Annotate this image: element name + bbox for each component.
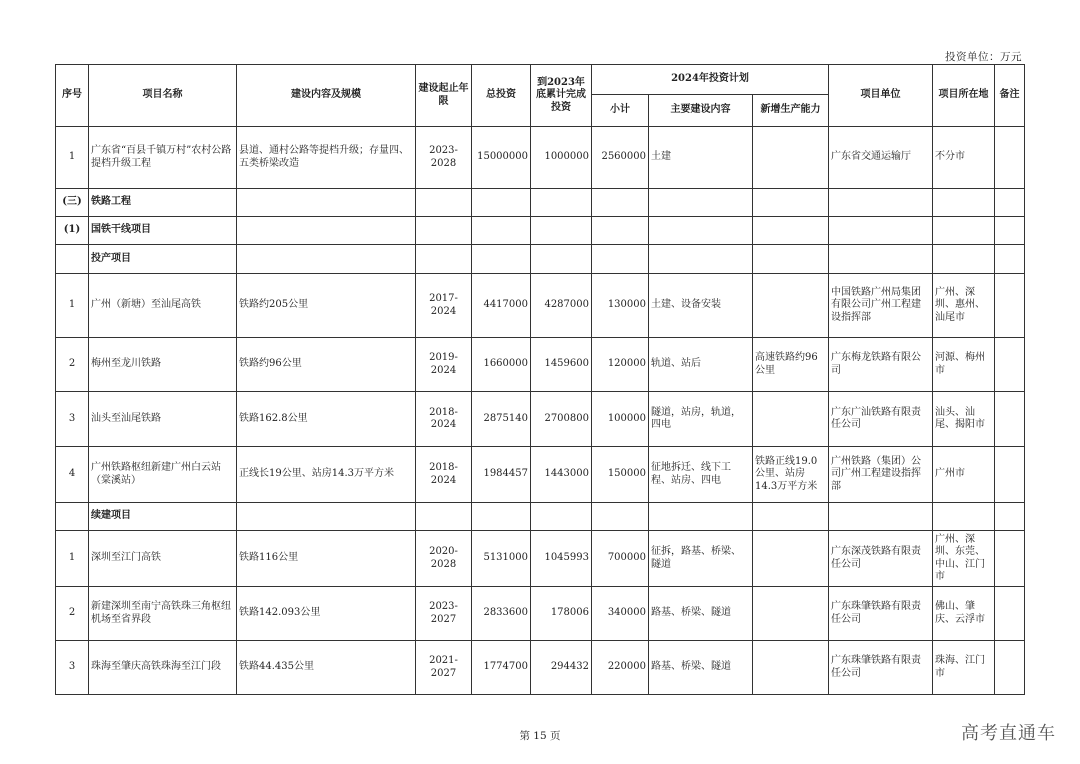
cell-location: 河源、梅州市: [933, 338, 995, 392]
page-number: 第 15 页: [519, 730, 561, 742]
cell-subtotal: 340000: [592, 587, 649, 641]
cell-unit: 广东深茂铁路有限责任公司: [829, 531, 933, 587]
cell-name: 广州（新塘）至汕尾高铁: [89, 274, 237, 338]
cell-unit: 广东珠肇铁路有限责任公司: [829, 641, 933, 695]
section-seq: (三): [56, 189, 89, 217]
cell-remark: [995, 338, 1025, 392]
cell-capacity: [753, 392, 829, 447]
header-plan-2024: 2024年投资计划: [592, 65, 829, 95]
section-label: 国铁干线项目: [89, 217, 237, 245]
header-main-content: 主要建设内容: [649, 95, 753, 127]
cell-subtotal: 2560000: [592, 127, 649, 189]
cell-period: 2019-2024: [416, 338, 472, 392]
section-seq: [56, 245, 89, 274]
cell-content: 铁路约205公里: [237, 274, 416, 338]
table-row: [56, 338, 1025, 392]
cell-location: 汕头、汕尾、揭阳市: [933, 392, 995, 447]
investment-unit-label: 投资单位：万元: [945, 51, 1022, 63]
cell-seq: 4: [56, 447, 89, 503]
cell-seq: 3: [56, 392, 89, 447]
cell-remark: [995, 641, 1025, 695]
header-unit: 项目单位: [829, 65, 933, 127]
cell-subtotal: 120000: [592, 338, 649, 392]
cell-unit: 广东省交通运输厅: [829, 127, 933, 189]
cell-remark: [995, 587, 1025, 641]
cell-name: 广东省“百县千镇万村”农村公路提档升级工程: [89, 127, 237, 189]
cell-capacity: [753, 641, 829, 695]
cell-cumulative: 294432: [531, 641, 592, 695]
cell-main-content: 路基、桥梁、隧道: [649, 587, 753, 641]
cell-name: 汕头至汕尾铁路: [89, 392, 237, 447]
cell-total: 2875140: [472, 392, 531, 447]
cell-period: 2021-2027: [416, 641, 472, 695]
cell-location: 佛山、肇庆、云浮市: [933, 587, 995, 641]
cell-total: 1774700: [472, 641, 531, 695]
cell-seq: 3: [56, 641, 89, 695]
cell-location: 珠海、江门市: [933, 641, 995, 695]
table-row: [56, 447, 1025, 503]
cell-capacity: 铁路正线19.0公里、站房14.3万平方米: [753, 447, 829, 503]
cell-subtotal: 220000: [592, 641, 649, 695]
cell-period: 2023-2028: [416, 127, 472, 189]
watermark: 高考直通车: [961, 723, 1056, 744]
header-period: 建设起止年限: [416, 65, 472, 127]
table-row: [56, 531, 1025, 587]
header-subtotal: 小计: [592, 95, 649, 127]
header-content: 建设内容及规模: [237, 65, 416, 127]
cell-period: 2018-2024: [416, 447, 472, 503]
cell-total: 1984457: [472, 447, 531, 503]
section-row: [56, 189, 1025, 217]
cell-seq: 1: [56, 274, 89, 338]
cell-unit: 广东珠肇铁路有限责任公司: [829, 587, 933, 641]
cell-cumulative: 2700800: [531, 392, 592, 447]
table-row: [56, 127, 1025, 189]
cell-cumulative: 1443000: [531, 447, 592, 503]
cell-name: 深圳至江门高铁: [89, 531, 237, 587]
cell-subtotal: 100000: [592, 392, 649, 447]
cell-total: 5131000: [472, 531, 531, 587]
table-row: [56, 587, 1025, 641]
cell-remark: [995, 531, 1025, 587]
cell-period: 2017-2024: [416, 274, 472, 338]
cell-main-content: 征拆，路基、桥梁、隧道: [649, 531, 753, 587]
cell-name: 珠海至肇庆高铁珠海至江门段: [89, 641, 237, 695]
table-row: [56, 274, 1025, 338]
cell-period: 2020-2028: [416, 531, 472, 587]
cell-main-content: 轨道、站后: [649, 338, 753, 392]
cell-seq: 1: [56, 531, 89, 587]
cell-subtotal: 130000: [592, 274, 649, 338]
cell-main-content: 征地拆迁、线下工程、站房、四电: [649, 447, 753, 503]
cell-cumulative: 178006: [531, 587, 592, 641]
cell-unit: 广东广汕铁路有限责任公司: [829, 392, 933, 447]
cell-capacity: [753, 127, 829, 189]
cell-capacity: [753, 587, 829, 641]
cell-remark: [995, 392, 1025, 447]
cell-period: 2023-2027: [416, 587, 472, 641]
cell-content: 铁路116公里: [237, 531, 416, 587]
table-row: [56, 392, 1025, 447]
section-seq: (1): [56, 217, 89, 245]
cell-content: 铁路44.435公里: [237, 641, 416, 695]
header-total: 总投资: [472, 65, 531, 127]
cell-remark: [995, 447, 1025, 503]
cell-capacity: [753, 531, 829, 587]
cell-main-content: 路基、桥梁、隧道: [649, 641, 753, 695]
cell-seq: 1: [56, 127, 89, 189]
header-capacity: 新增生产能力: [753, 95, 829, 127]
section-label: 续建项目: [89, 503, 237, 531]
cell-total: 2833600: [472, 587, 531, 641]
cell-remark: [995, 274, 1025, 338]
header-name: 项目名称: [89, 65, 237, 127]
cell-total: 4417000: [472, 274, 531, 338]
section-label: 铁路工程: [89, 189, 237, 217]
section-seq: [56, 503, 89, 531]
cell-location: 不分市: [933, 127, 995, 189]
cell-content: 正线长19公里、站房14.3万平方米: [237, 447, 416, 503]
cell-seq: 2: [56, 587, 89, 641]
cell-location: 广州、深圳、东莞、中山、江门市: [933, 531, 995, 587]
cell-total: 1660000: [472, 338, 531, 392]
header-seq: 序号: [56, 65, 89, 127]
cell-content: 铁路162.8公里: [237, 392, 416, 447]
cell-total: 15000000: [472, 127, 531, 189]
investment-plan-table: [55, 64, 1025, 695]
cell-name: 广州铁路枢纽新建广州白云站（棠溪站）: [89, 447, 237, 503]
section-row: [56, 245, 1025, 274]
header-remark: 备注: [995, 65, 1025, 127]
cell-unit: 广州铁路（集团）公司广州工程建设指挥部: [829, 447, 933, 503]
cell-subtotal: 700000: [592, 531, 649, 587]
cell-cumulative: 1045993: [531, 531, 592, 587]
cell-cumulative: 1459600: [531, 338, 592, 392]
cell-name: 新建深圳至南宁高铁珠三角枢纽机场至省界段: [89, 587, 237, 641]
header-location: 项目所在地: [933, 65, 995, 127]
cell-cumulative: 1000000: [531, 127, 592, 189]
table-row: [56, 641, 1025, 695]
cell-capacity: [753, 274, 829, 338]
cell-main-content: 隧道，站房，轨道，四电: [649, 392, 753, 447]
cell-name: 梅州至龙川铁路: [89, 338, 237, 392]
cell-remark: [995, 127, 1025, 189]
section-row: [56, 503, 1025, 531]
cell-content: 县道、通村公路等提档升级；存量四、五类桥梁改造: [237, 127, 416, 189]
cell-content: 铁路142.093公里: [237, 587, 416, 641]
cell-location: 广州市: [933, 447, 995, 503]
cell-cumulative: 4287000: [531, 274, 592, 338]
cell-main-content: 土建: [649, 127, 753, 189]
cell-capacity: 高速铁路约96公里: [753, 338, 829, 392]
cell-unit: 中国铁路广州局集团有限公司广州工程建设指挥部: [829, 274, 933, 338]
section-label: 投产项目: [89, 245, 237, 274]
cell-unit: 广东梅龙铁路有限公司: [829, 338, 933, 392]
cell-main-content: 土建、设备安装: [649, 274, 753, 338]
cell-seq: 2: [56, 338, 89, 392]
cell-subtotal: 150000: [592, 447, 649, 503]
cell-period: 2018-2024: [416, 392, 472, 447]
section-row: [56, 217, 1025, 245]
cell-location: 广州、深圳、惠州、汕尾市: [933, 274, 995, 338]
header-cumulative-2023: 到2023年底累计完成投资: [531, 65, 592, 127]
cell-content: 铁路约96公里: [237, 338, 416, 392]
